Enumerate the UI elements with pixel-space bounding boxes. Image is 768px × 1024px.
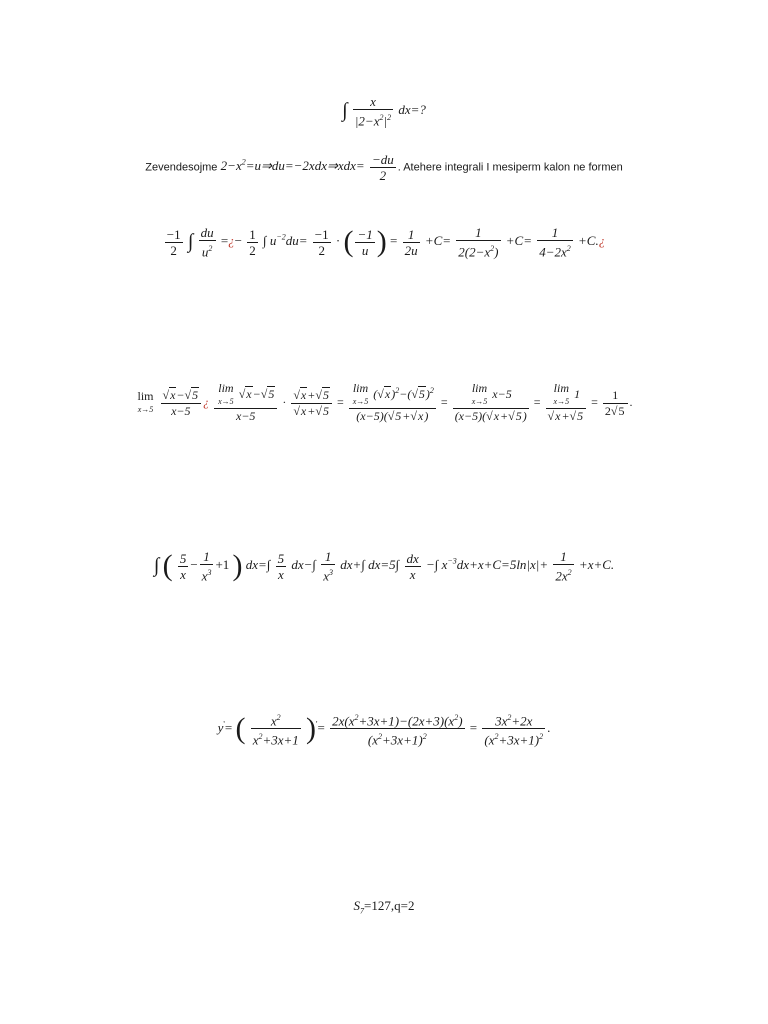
- fraction: $\frac{-du}{2}$: [371, 152, 394, 183]
- equation-limit: lim x→5 $\frac{√x-√5}{x-5}$ ¿ lim x→5 √x−√5 x−5 · $\frac{√x+√5}{√x+√5}$ = lim x→5 $(√x)^2-(√5)^2$ (x−5)(√5+√x) = lim x→5 x−5 (x−5)(√x+√5) = lim x→5 1 √x+√5 = $\frac{1}{2√5}$ .: [137, 381, 633, 423]
- unknown-glyph: ¿: [228, 233, 235, 249]
- equation-tail: dx=?: [398, 102, 426, 118]
- equation-integral-solution: $\frac{-1}{2}$ ∫ $\frac{du}{u^2}$ =¿− $\frac{1}{2}$ ∫ $u^{-2}du=$ $\frac{-1}{2}$ · ( $\frac{-1}{u}$ ) = $\frac{1}{2u}$ +C= $\frac{1}{2(2-x^2)}$ +C= $\frac{1}{4-2x^2}$ +C.¿: [166, 225, 606, 260]
- substitution-suffix: . Atehere integrali I mesiperm kalon ne formen: [397, 161, 623, 174]
- integral-sign: ∫: [342, 99, 348, 122]
- fraction: $\frac{x}{|2-x^2|^2}$: [354, 94, 392, 129]
- equation-derivative: y'= ( $\frac{x^2}{x^2+3x+1}$ )'= $\frac{2x(x^2+3x+1)-(2x+3)(x^2)}{(x^2+3x+1)^2}$ = $\frac{3x^2+2x}{(x^2+3x+1)^2}$ .: [217, 711, 551, 748]
- substitution-prefix: Zevendesojme: [145, 161, 218, 174]
- substitution-line: Zevendesojme $2-x^2=u\Rightarrow du=-2xdx\Rightarrow xdx=$ $\frac{-du}{2}$ . Atehere integrali I mesiperm kalon ne formen: [145, 152, 623, 183]
- equation-integral-problem: [0, 94, 768, 128]
- equation-series: $S_7=127,q=2$: [353, 898, 415, 916]
- equation-integral-sum: ∫ ( $\frac{5}{x}$ − $\frac{1}{x^3}$ +1 ) dx=∫ $\frac{5}{x}$ dx−∫ $\frac{1}{x^3}$ dx+∫ dx=5∫ $\frac{dx}{x}$ −∫ $x^{-3}dx+x+C=5\ln|x|+$ $\frac{1}{2x^2}$ +x+C.: [153, 549, 615, 584]
- unknown-glyph: ¿: [203, 394, 210, 409]
- unknown-glyph: ¿: [598, 233, 606, 249]
